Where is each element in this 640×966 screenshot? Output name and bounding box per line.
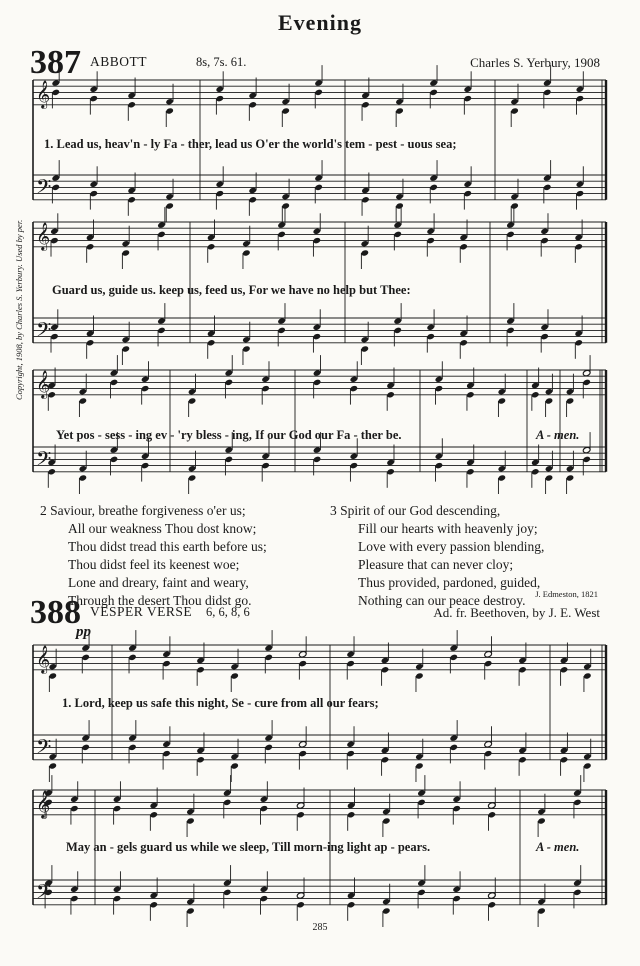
lyric-line-3: Yet pos - sess - ing ev - 'ry bless - ing, If our God our Fa - ther be. bbox=[56, 428, 402, 442]
meter: 6, 6, 8, 6 bbox=[206, 605, 250, 619]
hymn-number: 387 bbox=[30, 44, 81, 81]
svg-text:𝄢: 𝄢 bbox=[36, 175, 52, 203]
svg-text:𝄢: 𝄢 bbox=[36, 880, 52, 908]
hymn-number: 388 bbox=[30, 594, 81, 631]
text-credit: J. Edmeston, 1821 bbox=[535, 589, 598, 599]
svg-text:𝄞: 𝄞 bbox=[36, 370, 51, 398]
amen-text: A - men. bbox=[536, 428, 580, 442]
svg-text:𝄢: 𝄢 bbox=[36, 447, 52, 475]
lyric-line-1: 1. Lord, keep us safe this night, Se - cure from all our fears; bbox=[62, 696, 379, 710]
svg-text:𝄢: 𝄢 bbox=[36, 735, 52, 763]
composer-credit: Charles S. Yerbury, 1908 bbox=[470, 55, 600, 70]
lyric-line-1: 1. Lead us, heav'n - ly Fa - ther, lead us O'er the world's tem - pest - uous sea; bbox=[44, 137, 457, 151]
svg-text:𝄞: 𝄞 bbox=[36, 222, 51, 250]
stanza-3: 3 Spirit of our God descending, Fill our hearts with heavenly joy; Love with every passion blending, Pleasure that can never cloy; Thus provided, pardoned, guided, Nothing can our peace destroy. bbox=[330, 503, 545, 608]
dynamic-marking: pp bbox=[76, 624, 91, 640]
amen-text: A - men. bbox=[536, 840, 580, 854]
tune-name: VESPER VERSE bbox=[90, 604, 193, 619]
svg-text:𝄞: 𝄞 bbox=[36, 645, 51, 673]
svg-text:𝄢: 𝄢 bbox=[36, 318, 52, 346]
tune-name: ABBOTT bbox=[90, 54, 147, 69]
lyric-line-2: May an - gels guard us while we sleep, Till morn-ing light ap - pears. bbox=[66, 840, 431, 854]
stanza-2: 2 Saviour, breathe forgiveness o'er us; All our weakness Thou dost know; Thou didst tread this earth before us; Thou didst feel its keenest woe; Lone and dreary, faint and weary, Through the desert Thou didst go. bbox=[40, 503, 267, 608]
copyright-notice: Copyright, 1908, by Charles S. Yerbury. Used by per. bbox=[14, 219, 24, 400]
meter: 8s, 7s. 61. bbox=[196, 55, 247, 69]
page-number: 285 bbox=[312, 922, 328, 933]
lyric-line-2: Guard us, guide us. keep us, feed us, For we have no help but Thee: bbox=[52, 283, 411, 297]
svg-text:𝄞: 𝄞 bbox=[36, 80, 51, 108]
section-title: Evening bbox=[277, 10, 363, 35]
svg-text:𝄞: 𝄞 bbox=[36, 790, 51, 818]
composer-credit: Ad. fr. Beethoven, by J. E. West bbox=[433, 605, 600, 620]
